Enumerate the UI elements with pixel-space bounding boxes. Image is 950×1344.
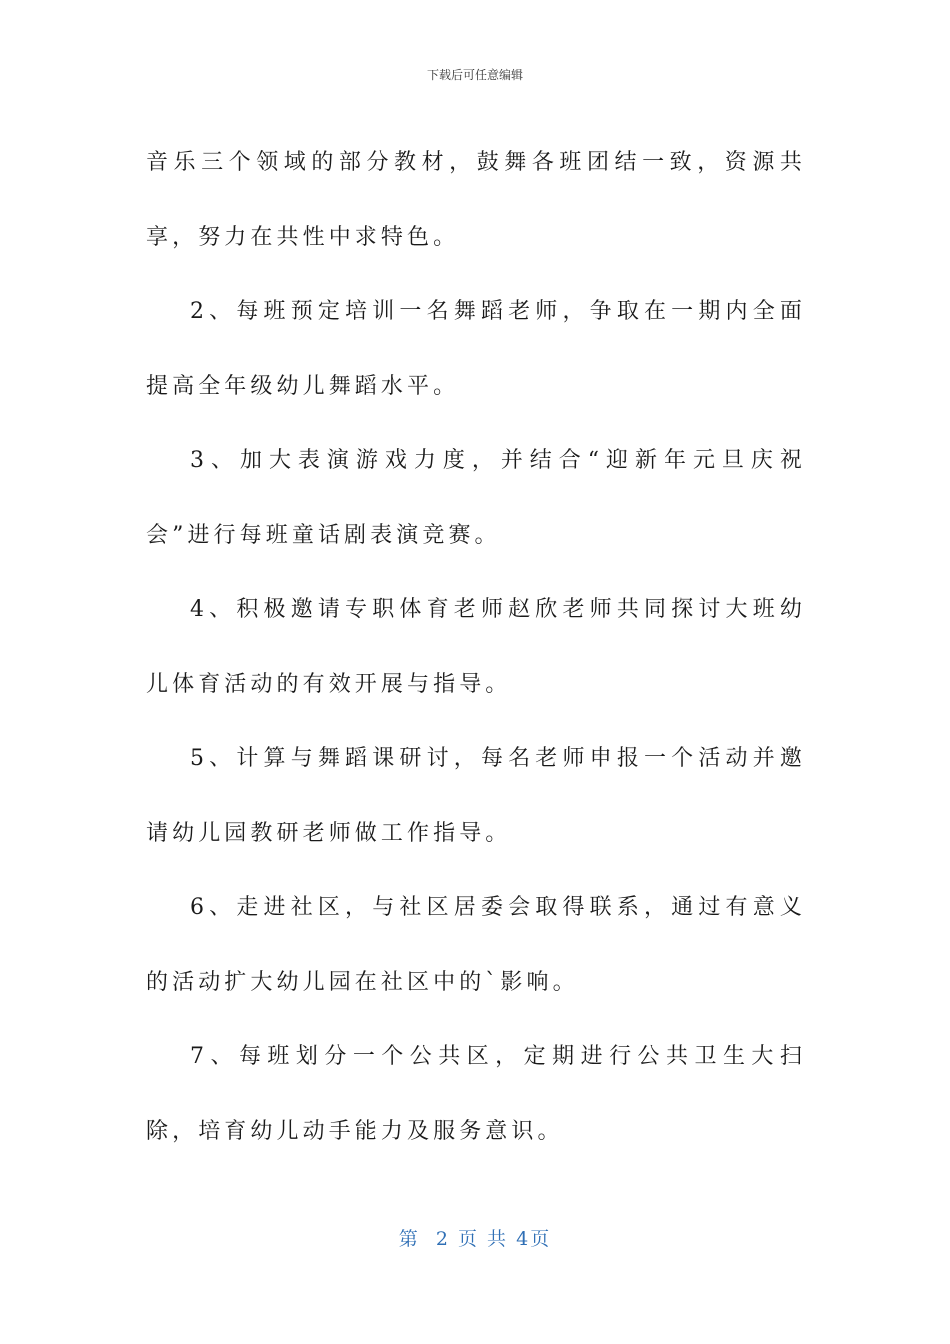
paragraph-item-3: 3、加大表演游戏力度，并结合“迎新年元旦庆祝会”进行每班童话剧表演竞赛。	[146, 448, 806, 548]
paragraph-continuation: 音乐三个领域的部分教材，鼓舞各班团结一致，资源共享，努力在共性中求特色。	[146, 150, 806, 250]
footer-mid: 页 共	[458, 1228, 509, 1250]
page-footer	[0, 1226, 950, 1252]
paragraph-item-4: 4、积极邀请专职体育老师赵欣老师共同探讨大班幼儿体育活动的有效开展与指导。	[146, 597, 806, 697]
header-note: 下载后可任意编辑	[426, 68, 523, 82]
footer-prefix: 第	[398, 1228, 420, 1250]
paragraph-item-7: 7、每班划分一个公共区，定期进行公共卫生大扫除，培育幼儿动手能力及服务意识。	[146, 1044, 806, 1144]
footer-suffix: 页	[530, 1228, 552, 1250]
paragraph-item-6: 6、走进社区，与社区居委会取得联系，通过有意义的活动扩大幼儿园在社区中的`影响。	[146, 895, 806, 995]
paragraph-item-2: 2、每班预定培训一名舞蹈老师，争取在一期内全面提高全年级幼儿舞蹈水平。	[146, 299, 806, 399]
current-page-number: 2	[435, 1228, 450, 1250]
total-pages-number: 4	[516, 1228, 531, 1250]
document-body	[146, 126, 806, 1169]
paragraph-item-5: 5、计算与舞蹈课研讨，每名老师申报一个活动并邀请幼儿园教研老师做工作指导。	[146, 746, 806, 846]
